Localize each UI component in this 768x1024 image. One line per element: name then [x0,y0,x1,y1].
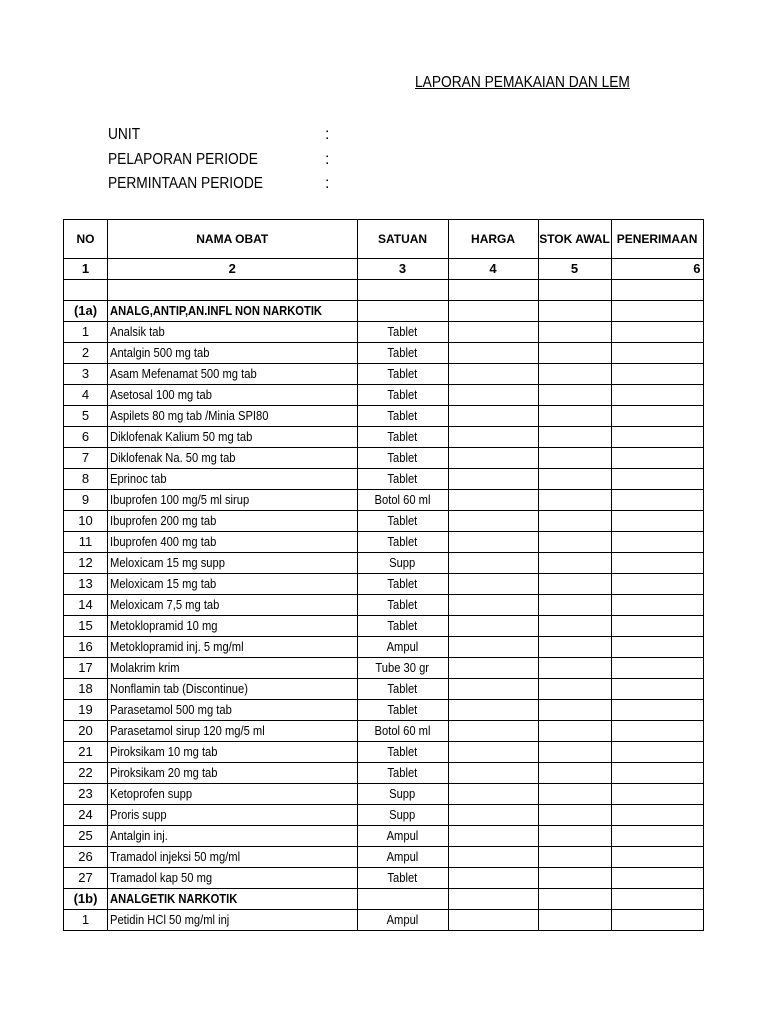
cell-nama-obat [108,427,358,448]
table-row [64,868,704,889]
header-nama-obat: NAMA OBAT [108,220,358,259]
cell-penerimaan[interactable] [611,301,703,322]
table-row [64,637,704,658]
header-stok-awal: STOK AWAL [538,220,611,259]
cell-penerimaan[interactable] [611,637,703,658]
satuan-text: Tablet [387,618,418,633]
cell-penerimaan[interactable] [611,658,703,679]
blank-cell[interactable] [357,280,448,301]
cell-penerimaan[interactable] [611,805,703,826]
satuan-text: Supp [389,786,416,801]
cell-nama-obat [108,364,358,385]
table-row [64,847,704,868]
table-row [64,616,704,637]
table-row [64,385,704,406]
cell-stok-awal[interactable] [538,637,611,658]
cell-satuan [357,616,448,637]
cell-satuan [357,847,448,868]
nama-obat-text: Meloxicam 15 mg tab [110,576,217,591]
cell-stok-awal[interactable] [538,343,611,364]
satuan-text: Tablet [387,387,418,402]
nama-obat-text: Aspilets 80 mg tab /Minia SPI80 [110,408,269,423]
cell-no: 22 [64,763,108,784]
cell-stok-awal[interactable] [538,721,611,742]
cell-stok-awal[interactable] [538,364,611,385]
report-title: LAPORAN PEMAKAIAN DAN LEM [415,74,630,91]
cell-nama-obat [108,322,358,343]
cell-stok-awal[interactable] [538,595,611,616]
cell-stok-awal[interactable] [538,385,611,406]
meta-colon-unit: : [325,126,330,143]
cell-no: 1 [64,910,108,931]
cell-nama-obat [108,721,358,742]
cell-penerimaan[interactable] [611,721,703,742]
table-row [64,490,704,511]
col-number-5: 5 [538,259,611,280]
cell-stok-awal[interactable] [538,805,611,826]
cell-no: 1 [64,322,108,343]
cell-stok-awal[interactable] [538,742,611,763]
satuan-text: Ampul [386,639,419,654]
cell-harga[interactable] [448,322,538,343]
cell-penerimaan[interactable] [611,700,703,721]
cell-stok-awal[interactable] [538,868,611,889]
cell-harga[interactable] [448,763,538,784]
cell-stok-awal[interactable] [538,448,611,469]
cell-harga[interactable] [448,448,538,469]
cell-no: 26 [64,847,108,868]
cell-harga[interactable] [448,301,538,322]
cell-satuan [357,448,448,469]
cell-nama-obat [108,868,358,889]
header-row [64,220,704,259]
nama-obat-text: Eprinoc tab [110,471,167,486]
cell-stok-awal[interactable] [538,574,611,595]
cell-no: 13 [64,574,108,595]
cell-nama-obat [108,784,358,805]
nama-obat-text: Nonflamin tab (Discontinue) [110,681,248,696]
nama-obat-text: Antalgin 500 mg tab [110,345,210,360]
nama-obat-text: Diklofenak Na. 50 mg tab [110,450,236,465]
cell-stok-awal[interactable] [538,658,611,679]
cell-nama-obat [108,448,358,469]
col-number-1: 1 [64,259,108,280]
cell-harga[interactable] [448,574,538,595]
meta-colon-pelaporan: : [325,151,330,168]
satuan-text: Tablet [387,408,418,423]
cell-no: 11 [64,532,108,553]
cell-satuan [357,511,448,532]
table-row [64,700,704,721]
satuan-text: Botol 60 ml [374,723,431,738]
cell-no: (1b) [64,889,108,910]
cell-satuan [357,700,448,721]
nama-obat-text: Metoklopramid inj. 5 mg/ml [110,639,244,654]
cell-nama-obat [108,616,358,637]
table-row [64,574,704,595]
cell-no: 16 [64,637,108,658]
cell-satuan [357,784,448,805]
cell-penerimaan[interactable] [611,574,703,595]
meta-label-unit: UNIT [108,126,141,143]
blank-cell[interactable] [611,280,703,301]
cell-no: 12 [64,553,108,574]
satuan-text: Tube 30 gr [375,660,430,675]
table-row [64,805,704,826]
table-row [64,553,704,574]
cell-satuan [357,637,448,658]
cell-nama-obat [108,826,358,847]
satuan-text: Tablet [387,744,418,759]
cell-penerimaan[interactable] [611,490,703,511]
cell-penerimaan[interactable] [611,322,703,343]
cell-penerimaan[interactable] [611,847,703,868]
cell-penerimaan[interactable] [611,742,703,763]
cell-no: 19 [64,700,108,721]
blank-cell[interactable] [538,280,611,301]
nama-obat-text: Ketoprofen supp [110,786,193,801]
satuan-text: Ampul [386,828,419,843]
cell-harga[interactable] [448,889,538,910]
cell-nama-obat [108,511,358,532]
group-header-row [64,301,704,322]
cell-satuan [357,574,448,595]
nama-obat-text: Antalgin inj. [110,828,168,843]
nama-obat-text: Metoklopramid 10 mg [110,618,218,633]
cell-satuan [357,910,448,931]
cell-nama-obat [108,595,358,616]
meta-colon-permintaan: : [325,175,330,192]
cell-harga[interactable] [448,511,538,532]
cell-harga[interactable] [448,343,538,364]
cell-satuan [357,721,448,742]
cell-harga[interactable] [448,595,538,616]
cell-nama-obat [108,679,358,700]
nama-obat-text: Tramadol kap 50 mg [110,870,213,885]
nama-obat-text: Meloxicam 15 mg supp [110,555,225,570]
nama-obat-text: Diklofenak Kalium 50 mg tab [110,429,253,444]
cell-satuan [357,469,448,490]
cell-satuan [357,742,448,763]
cell-penerimaan[interactable] [611,910,703,931]
cell-nama-obat [108,658,358,679]
table-row [64,658,704,679]
cell-satuan [357,868,448,889]
table-row [64,322,704,343]
cell-no: 6 [64,427,108,448]
cell-no: 9 [64,490,108,511]
table-row [64,742,704,763]
cell-no: 21 [64,742,108,763]
col-number-3: 3 [357,259,448,280]
cell-stok-awal[interactable] [538,553,611,574]
cell-harga[interactable] [448,616,538,637]
cell-satuan [357,826,448,847]
cell-harga[interactable] [448,385,538,406]
table-row [64,364,704,385]
cell-no: 10 [64,511,108,532]
cell-satuan [357,406,448,427]
cell-stok-awal[interactable] [538,490,611,511]
cell-satuan [357,532,448,553]
cell-no: 3 [64,364,108,385]
cell-satuan [357,553,448,574]
table-row [64,469,704,490]
nama-obat-text: Piroksikam 10 mg tab [110,744,218,759]
satuan-text: Tablet [387,534,418,549]
nama-obat-text: Asetosal 100 mg tab [110,387,212,402]
header-penerimaan: PENERIMAAN [611,220,703,259]
cell-satuan [357,805,448,826]
cell-penerimaan[interactable] [611,616,703,637]
cell-satuan [357,490,448,511]
cell-penerimaan[interactable] [611,343,703,364]
blank-cell[interactable] [108,280,358,301]
nama-obat-text: Meloxicam 7,5 mg tab [110,597,220,612]
nama-obat-text: Analsik tab [110,324,165,339]
cell-no: 20 [64,721,108,742]
cell-harga[interactable] [448,700,538,721]
cell-satuan [357,301,448,322]
nama-obat-text: Piroksikam 20 mg tab [110,765,218,780]
cell-no: 17 [64,658,108,679]
cell-stok-awal[interactable] [538,616,611,637]
satuan-text: Tablet [387,702,418,717]
cell-no: 24 [64,805,108,826]
satuan-text: Tablet [387,345,418,360]
cell-no: 27 [64,868,108,889]
cell-harga[interactable] [448,847,538,868]
cell-stok-awal[interactable] [538,910,611,931]
table-row [64,784,704,805]
group-header-row [64,889,704,910]
header-harga: HARGA [448,220,538,259]
cell-nama-obat [108,553,358,574]
blank-row [64,280,704,301]
cell-satuan [357,763,448,784]
cell-stok-awal[interactable] [538,826,611,847]
nama-obat-text: Tramadol injeksi 50 mg/ml [110,849,241,864]
cell-satuan [357,595,448,616]
cell-harga[interactable] [448,826,538,847]
nama-obat-text: Parasetamol sirup 120 mg/5 ml [110,723,265,738]
cell-no: (1a) [64,301,108,322]
cell-penerimaan[interactable] [611,448,703,469]
cell-stok-awal[interactable] [538,301,611,322]
cell-satuan [357,658,448,679]
satuan-text: Supp [389,555,416,570]
satuan-text: Tablet [387,429,418,444]
cell-harga[interactable] [448,553,538,574]
satuan-text: Tablet [387,765,418,780]
cell-penerimaan[interactable] [611,364,703,385]
cell-no: 25 [64,826,108,847]
cell-nama-obat [108,532,358,553]
cell-stok-awal[interactable] [538,427,611,448]
cell-stok-awal[interactable] [538,700,611,721]
cell-nama-obat [108,847,358,868]
cell-no: 18 [64,679,108,700]
cell-harga[interactable] [448,532,538,553]
blank-cell[interactable] [64,280,108,301]
cell-penerimaan[interactable] [611,595,703,616]
satuan-text: Tablet [387,450,418,465]
cell-harga[interactable] [448,637,538,658]
cell-stok-awal[interactable] [538,889,611,910]
satuan-text: Botol 60 ml [374,492,431,507]
header-satuan: SATUAN [357,220,448,259]
satuan-text: Tablet [387,597,418,612]
cell-stok-awal[interactable] [538,469,611,490]
nama-obat-text: Petidin HCl 50 mg/ml inj [110,912,230,927]
cell-harga[interactable] [448,658,538,679]
cell-harga[interactable] [448,910,538,931]
drug-usage-table [63,219,704,931]
cell-penerimaan[interactable] [611,427,703,448]
cell-nama-obat [108,469,358,490]
cell-harga[interactable] [448,679,538,700]
satuan-text: Tablet [387,324,418,339]
cell-satuan [357,889,448,910]
cell-nama-obat [108,301,358,322]
table-row [64,910,704,931]
cell-penerimaan[interactable] [611,406,703,427]
nama-obat-text: Ibuprofen 200 mg tab [110,513,217,528]
cell-satuan [357,322,448,343]
blank-cell[interactable] [448,280,538,301]
table-row [64,763,704,784]
cell-penerimaan[interactable] [611,889,703,910]
satuan-text: Ampul [386,849,419,864]
cell-no: 2 [64,343,108,364]
nama-obat-text: Ibuprofen 100 mg/5 ml sirup [110,492,250,507]
table-row [64,595,704,616]
cell-satuan [357,343,448,364]
nama-obat-text: Molakrim krim [110,660,180,675]
cell-no: 14 [64,595,108,616]
cell-harga[interactable] [448,469,538,490]
cell-stok-awal[interactable] [538,406,611,427]
cell-penerimaan[interactable] [611,679,703,700]
cell-penerimaan[interactable] [611,469,703,490]
cell-nama-obat [108,343,358,364]
cell-nama-obat [108,490,358,511]
cell-harga[interactable] [448,742,538,763]
table-row [64,406,704,427]
cell-harga[interactable] [448,490,538,511]
cell-no: 8 [64,469,108,490]
cell-no: 15 [64,616,108,637]
cell-penerimaan[interactable] [611,532,703,553]
satuan-text: Supp [389,807,416,822]
cell-no: 7 [64,448,108,469]
cell-stok-awal[interactable] [538,763,611,784]
col-number-6: 6 [611,259,703,280]
col-number-2: 2 [108,259,358,280]
cell-harga[interactable] [448,784,538,805]
cell-nama-obat [108,763,358,784]
column-number-row [64,259,704,280]
satuan-text: Tablet [387,513,418,528]
satuan-text: Ampul [386,912,419,927]
cell-no: 5 [64,406,108,427]
cell-nama-obat [108,406,358,427]
cell-stok-awal[interactable] [538,784,611,805]
cell-harga[interactable] [448,364,538,385]
cell-harga[interactable] [448,805,538,826]
table-row [64,511,704,532]
satuan-text: Tablet [387,366,418,381]
header-no: NO [64,220,108,259]
cell-penerimaan[interactable] [611,385,703,406]
cell-nama-obat [108,637,358,658]
cell-nama-obat [108,805,358,826]
cell-harga[interactable] [448,427,538,448]
table-row [64,679,704,700]
cell-penerimaan[interactable] [611,784,703,805]
cell-penerimaan[interactable] [611,763,703,784]
nama-obat-text: ANALG,ANTIP,AN.INFL NON NARKOTIK [110,303,323,318]
nama-obat-text: Asam Mefenamat 500 mg tab [110,366,257,381]
cell-satuan [357,427,448,448]
table-row [64,448,704,469]
cell-nama-obat [108,742,358,763]
cell-no: 4 [64,385,108,406]
satuan-text: Tablet [387,681,418,696]
cell-stok-awal[interactable] [538,679,611,700]
nama-obat-text: Ibuprofen 400 mg tab [110,534,217,549]
table-row [64,532,704,553]
cell-penerimaan[interactable] [611,511,703,532]
table-row [64,721,704,742]
cell-harga[interactable] [448,721,538,742]
cell-nama-obat [108,574,358,595]
cell-stok-awal[interactable] [538,322,611,343]
cell-nama-obat [108,385,358,406]
col-number-4: 4 [448,259,538,280]
cell-penerimaan[interactable] [611,553,703,574]
cell-nama-obat [108,700,358,721]
cell-harga[interactable] [448,406,538,427]
meta-label-pelaporan: PELAPORAN PERIODE [108,151,258,168]
nama-obat-text: Parasetamol 500 mg tab [110,702,232,717]
cell-satuan [357,364,448,385]
cell-satuan [357,385,448,406]
nama-obat-text: Proris supp [110,807,167,822]
table-row [64,427,704,448]
satuan-text: Tablet [387,576,418,591]
satuan-text: Tablet [387,471,418,486]
cell-harga[interactable] [448,868,538,889]
cell-stok-awal[interactable] [538,532,611,553]
cell-stok-awal[interactable] [538,511,611,532]
satuan-text: Tablet [387,870,418,885]
cell-stok-awal[interactable] [538,847,611,868]
cell-nama-obat [108,889,358,910]
meta-label-permintaan: PERMINTAAN PERIODE [108,175,263,192]
cell-satuan [357,679,448,700]
table-row [64,343,704,364]
cell-no: 23 [64,784,108,805]
cell-penerimaan[interactable] [611,826,703,847]
table-row [64,826,704,847]
nama-obat-text: ANALGETIK NARKOTIK [110,891,238,906]
cell-nama-obat [108,910,358,931]
cell-penerimaan[interactable] [611,868,703,889]
